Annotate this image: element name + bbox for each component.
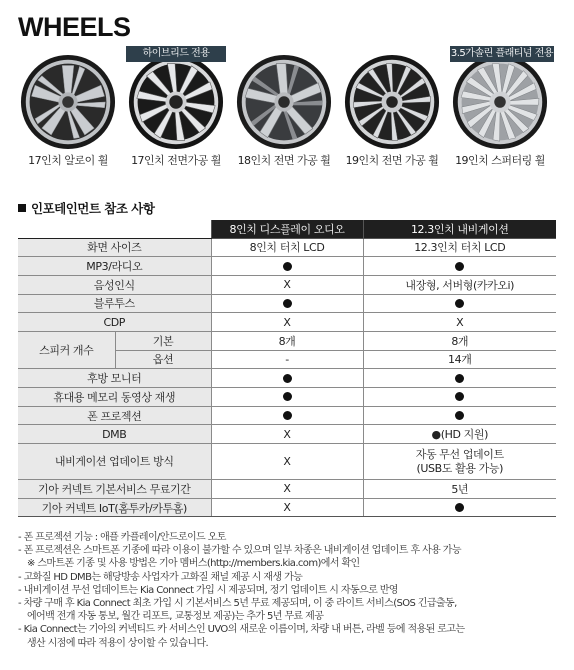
wheel-item	[446, 46, 554, 176]
footnote-line: - 폰 프로젝션 기능 : 애플 카플레이/안드로이드 오토	[18, 532, 226, 543]
feature-label: 화면 사이즈	[18, 238, 211, 257]
table-cell: 8인치 터치 LCD	[211, 238, 363, 257]
available-dot-icon	[283, 262, 292, 271]
table-row	[18, 480, 556, 499]
footnote-line: ※ 스마트폰 기종 및 사용 방법은 기아 멤버스(http://members.kia.com)에서 확인	[27, 558, 360, 570]
wheel-item	[338, 46, 446, 176]
feature-label: 음성인식	[18, 275, 211, 294]
table-cell	[363, 388, 556, 407]
table-cell: X	[363, 313, 556, 332]
column-header: 8인치 디스플레이 오디오	[211, 220, 363, 238]
infotainment-table	[18, 220, 556, 517]
footnote-line: - 폰 프로젝션은 스마트폰 기종에 따라 이용이 불가할 수 있으며 일부 차종은 내비게이션 업데이트 후 사용 가능	[18, 545, 461, 557]
table-cell: X	[211, 425, 363, 444]
table-cell	[211, 257, 363, 276]
feature-label: 기아 커넥트 기본서비스 무료기간	[18, 480, 211, 499]
table-cell	[211, 388, 363, 407]
sub-feature-label: 옵션	[115, 350, 211, 369]
feature-label: 블루투스	[18, 294, 211, 313]
available-dot-icon	[283, 374, 292, 383]
footnote-line: - Kia Connect는 기아의 커넥티드 카 서비스인 UVO의 새로운 이름이며, 차량 내 버튼, 라벨 등에 적용된 로고는	[18, 624, 465, 636]
table-cell: X	[211, 275, 363, 294]
wheel-gallery	[14, 46, 562, 176]
wheel-19-sputtering-image	[452, 54, 548, 150]
available-dot-icon	[283, 299, 292, 308]
feature-label: 폰 프로젝션	[18, 406, 211, 425]
feature-label: 스피커 개수	[18, 331, 115, 368]
table-cell: 14개	[363, 350, 556, 369]
column-header: 12.3인치 내비게이션	[363, 220, 556, 238]
table-row	[18, 444, 556, 480]
platinum-only-badge: 3.5가솔린 플래티넘 전용	[450, 46, 554, 62]
table-cell: 8개	[211, 331, 363, 350]
wheel-17-machined-image	[128, 54, 224, 150]
footnote-line: 에어백 전개 자동 통보, 월간 리포트, 교통정보 제공)는 추가 5년 무료 제공	[27, 611, 324, 623]
feature-label: 후방 모니터	[18, 369, 211, 388]
table-row	[18, 498, 556, 517]
table-row	[18, 406, 556, 425]
available-dot-icon	[455, 262, 464, 271]
table-header-row	[18, 220, 556, 238]
sub-feature-label: 기본	[115, 331, 211, 350]
wheel-label: 17인치 전면가공 휠	[131, 154, 221, 167]
table-cell: ●(HD 지원)	[363, 425, 556, 444]
table-cell: -	[211, 350, 363, 369]
feature-label: 휴대용 메모리 동영상 재생	[18, 388, 211, 407]
feature-label: CDP	[18, 313, 211, 332]
cell-line: 자동 무선 업데이트	[415, 447, 504, 461]
wheel-label: 19인치 스퍼터링 휠	[455, 154, 545, 167]
table-cell	[211, 369, 363, 388]
table-cell: X	[211, 313, 363, 332]
footnote-line: - 내비게이션 무선 업데이트는 Kia Connect 가입 시 제공되며, 정기 업데이트 시 자동으로 반영	[18, 584, 398, 596]
available-dot-icon	[455, 411, 464, 420]
table-cell	[363, 294, 556, 313]
wheel-label: 18인치 전면 가공 휠	[237, 154, 331, 167]
available-dot-icon	[455, 503, 464, 512]
table-cell	[363, 369, 556, 388]
available-dot-icon	[455, 392, 464, 401]
square-bullet-icon	[18, 204, 26, 212]
table-row	[18, 388, 556, 407]
table-cell	[363, 257, 556, 276]
feature-label: DMB	[18, 425, 211, 444]
table-row	[18, 294, 556, 313]
wheel-item	[14, 46, 122, 176]
wheel-19-machined-image	[344, 54, 440, 150]
header-blank	[18, 220, 211, 238]
table-cell: 12.3인치 터치 LCD	[363, 238, 556, 257]
table-cell	[363, 498, 556, 517]
available-dot-icon	[283, 411, 292, 420]
table-cell: 8개	[363, 331, 556, 350]
table-row	[18, 331, 556, 350]
feature-label: 기아 커넥트 IoT(홈투카/카투홈)	[18, 498, 211, 517]
wheel-18-machined-image	[236, 54, 332, 150]
table-cell: X	[211, 498, 363, 517]
table-row	[18, 238, 556, 257]
feature-label: 내비게이션 업데이트 방식	[18, 444, 211, 480]
feature-label: MP3/라디오	[18, 257, 211, 276]
wheel-item	[230, 46, 338, 176]
available-dot-icon	[283, 392, 292, 401]
footnote-line: 생산 시점에 따라 적용이 상이할 수 있습니다.	[27, 637, 209, 649]
available-dot-icon	[455, 299, 464, 308]
table-cell: 5년	[363, 480, 556, 499]
cell-line: (USB도 활용 가능)	[416, 461, 503, 475]
footnotes	[18, 531, 558, 650]
table-cell	[363, 406, 556, 425]
table-cell: X	[211, 444, 363, 480]
table-cell: X	[211, 480, 363, 499]
table-cell	[211, 406, 363, 425]
page-title: WHEELS	[18, 12, 131, 42]
hybrid-only-badge: 하이브리드 전용	[126, 46, 226, 62]
wheel-item	[122, 46, 230, 176]
wheel-label: 19인치 전면 가공 휠	[345, 154, 439, 167]
table-row	[18, 313, 556, 332]
wheel-17-alloy-image	[20, 54, 116, 150]
table-row	[18, 369, 556, 388]
table-row	[18, 257, 556, 276]
footnote-line: - 차량 구매 후 Kia Connect 최초 가입 시 기본서비스 5년 무료 제공되며, 이 중 라이트 서비스(SOS 긴급출동,	[18, 598, 457, 610]
table-cell	[211, 294, 363, 313]
wheel-label: 17인치 알로이 휠	[28, 154, 108, 167]
footnote-line: - 고화질 HD DMB는 해당방송 사업자가 고화질 채널 제공 시 재생 가능	[18, 571, 303, 583]
available-dot-icon	[455, 374, 464, 383]
table-row	[18, 425, 556, 444]
table-cell: 내장형, 서버형(카카오i)	[363, 275, 556, 294]
table-row	[18, 275, 556, 294]
table-cell	[363, 444, 556, 480]
section-heading: 인포테인먼트 참조 사항	[18, 199, 154, 217]
